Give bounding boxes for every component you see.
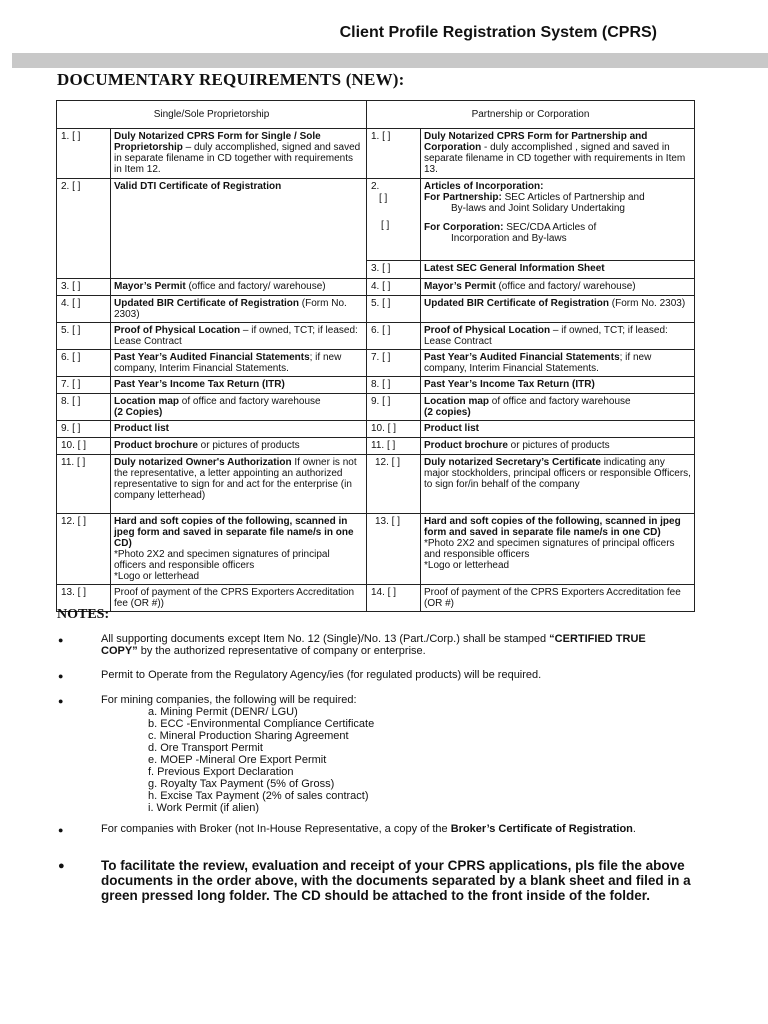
item-text — [111, 438, 367, 455]
item-detail: – if owned, TCT; if leased: Lease Contract — [114, 325, 358, 347]
item-title: Product list — [424, 423, 480, 434]
item-number: 4. [ ] — [367, 279, 421, 296]
item-detail: ; if new company, Interim Financial Statements. — [424, 352, 652, 374]
section-heading: DOCUMENTARY REQUIREMENTS (NEW): — [57, 70, 405, 89]
item-title: Product brochure — [424, 440, 508, 451]
item-text — [111, 455, 367, 514]
item-text — [421, 421, 695, 438]
table-row — [57, 323, 695, 350]
table-row — [57, 279, 695, 296]
list-item: i. Work Permit (if alien) — [148, 802, 260, 814]
item-text — [421, 377, 695, 394]
note-emphasis: Broker’s Certificate of Registration — [450, 823, 633, 835]
list-item: e. MOEP -Mineral Ore Export Permit — [148, 754, 327, 766]
item-detail: indicating any major stockholders, principal officers or responsible Officers, to sign for/in behalf of the company — [424, 457, 691, 490]
item-detail: ; if new company, Interim Financial Statements. — [114, 352, 342, 374]
list-item: b. ECC -Environmental Compliance Certificate — [148, 718, 375, 730]
item-detail: – if owned, TCT; if leased: Lease Contract — [424, 325, 668, 347]
item-number: 7. [ ] — [367, 350, 421, 377]
item-number: 13. [ ] — [367, 514, 421, 585]
item-detail: If owner is not the representative, a letter appointing an authorized representative to sign for and act for the enterprise (in company letterhead) — [114, 457, 357, 501]
item-text — [421, 296, 695, 323]
item-title: Duly notarized Secretary’s Certificate — [424, 457, 601, 468]
item-title: Product list — [114, 423, 170, 434]
item-text — [111, 421, 367, 438]
item-title: Past Year’s Income Tax Return (ITR) — [424, 379, 595, 390]
item-subtitle: For Corporation: — [424, 222, 504, 233]
item-text — [421, 261, 695, 279]
item-number: 6. [ ] — [367, 323, 421, 350]
item-text — [111, 514, 367, 585]
item-text — [111, 394, 367, 421]
item-number: 12. [ ] — [367, 455, 421, 514]
note-broker — [101, 823, 661, 835]
note-text: For mining companies, the following will be required: — [101, 694, 357, 706]
bullet-icon: ● — [58, 635, 64, 645]
item-number: 11. [ ] — [57, 455, 111, 514]
item-number: 14. [ ] — [367, 585, 421, 612]
item-title: Hard and soft copies of the following, scanned in jpeg form and saved in separate file name/s in one CD) — [424, 516, 681, 538]
note-text: All supporting documents except Item No. 12 (Single)/No. 13 (Part./Corp.) shall be stamped — [101, 633, 550, 645]
item-number: 9. [ ] — [367, 394, 421, 421]
item-detail: or pictures of products — [507, 440, 610, 451]
table-row — [57, 585, 695, 612]
item-detail: *Photo 2X2 and specimen signatures of principal officers and responsible officers — [424, 538, 675, 560]
list-item: f. Previous Export Declaration — [148, 766, 294, 778]
item-number: 5. [ ] — [367, 296, 421, 323]
table-row — [57, 377, 695, 394]
item-detail — [424, 222, 691, 233]
item-title: Proof of Physical Location — [424, 325, 551, 336]
item-number: 11. [ ] — [367, 438, 421, 455]
item-number: 12. [ ] — [57, 514, 111, 585]
table-header-row — [57, 101, 695, 129]
item-detail: of office and factory warehouse — [489, 396, 631, 407]
item-text — [421, 514, 695, 585]
item-text — [421, 323, 695, 350]
item-title: Past Year’s Income Tax Return (ITR) — [114, 379, 285, 390]
item-title: Past Year’s Audited Financial Statements — [424, 352, 620, 363]
table-row — [57, 296, 695, 323]
item-detail: (Form No. 2303) — [609, 298, 686, 309]
item-title: Latest SEC General Information Sheet — [424, 263, 605, 274]
item-number: 9. [ ] — [57, 421, 111, 438]
bullet-icon: ● — [58, 860, 65, 872]
item-detail: (office and factory/ warehouse) — [495, 281, 636, 292]
list-item: c. Mineral Production Sharing Agreement — [148, 730, 349, 742]
item-number: 4. [ ] — [57, 296, 111, 323]
item-text: Proof of payment of the CPRS Exporters Accreditation fee (OR #)) — [111, 585, 367, 612]
item-text — [421, 279, 695, 296]
item-number: 10. [ ] — [367, 421, 421, 438]
item-detail-cont: By-laws and Joint Solidary Undertaking — [451, 203, 625, 214]
bullet-icon: ● — [58, 696, 64, 706]
list-item: h. Excise Tax Payment (2% of sales contract) — [148, 790, 369, 802]
item-number-label: 2. — [371, 181, 380, 192]
item-detail: - duly accomplished , signed and saved in separate filename in CD together with requirements in Item 13. — [424, 142, 686, 175]
item-text — [421, 394, 695, 421]
item-title: Mayor’s Permit — [424, 281, 496, 292]
header-bar — [12, 53, 768, 68]
item-title: Location map — [114, 396, 180, 407]
item-title: Past Year’s Audited Financial Statements — [114, 352, 310, 363]
notes-heading: NOTES: — [57, 607, 110, 622]
item-text — [111, 179, 367, 279]
requirements-table — [56, 100, 695, 612]
checkbox-bracket: [ ] — [381, 220, 390, 231]
item-number: 8. [ ] — [367, 377, 421, 394]
item-detail: or pictures of products — [197, 440, 300, 451]
note-mining — [101, 694, 661, 814]
item-number — [367, 179, 421, 261]
note-emphasis: “CERTIFIED TRUE COPY” — [101, 633, 646, 657]
item-title: Duly Notarized CPRS Form for Partnership and Corporation — [424, 131, 648, 153]
item-number: 1. [ ] — [367, 129, 421, 179]
list-item: d. Ore Transport Permit — [148, 742, 263, 754]
item-number: 10. [ ] — [57, 438, 111, 455]
item-detail: of office and factory warehouse — [179, 396, 321, 407]
item-text — [421, 350, 695, 377]
item-text — [111, 377, 367, 394]
checkbox-bracket: [ ] — [379, 193, 388, 204]
item-number: 8. [ ] — [57, 394, 111, 421]
item-title: Location map — [424, 396, 490, 407]
item-title: Duly Notarized CPRS Form for Single / Sole Proprietorship — [114, 131, 321, 153]
table-row — [57, 350, 695, 377]
item-text — [421, 455, 695, 514]
table-row — [57, 421, 695, 438]
note-text: by the authorized representative of company or enterprise. — [137, 645, 426, 657]
item-number: 7. [ ] — [57, 377, 111, 394]
item-number: 3. [ ] — [57, 279, 111, 296]
list-item: a. Mining Permit (DENR/ LGU) — [148, 706, 298, 718]
note-permit: Permit to Operate from the Regulatory Agency/ies (for regulated products) will be required. — [101, 669, 542, 681]
note-filing-instructions: To facilitate the review, evaluation and receipt of your CPRS applications, pls file the above documents in the order above, with the documents separated by a blank sheet and filed in a green pressed long folder. The CD should be attached to the front inside of the folder. — [101, 858, 691, 903]
item-detail: *Photo 2X2 and specimen signatures of principal officers and responsible officers — [114, 549, 330, 571]
note-text: For companies with Broker (not In-House Representative, a copy of the — [101, 823, 451, 835]
item-detail: *Logo or letterhead — [424, 560, 510, 571]
item-text — [111, 279, 367, 296]
item-title: Product brochure — [114, 440, 198, 451]
item-text — [111, 350, 367, 377]
item-number: 13. [ ] — [57, 585, 111, 612]
bullet-icon: ● — [58, 825, 64, 835]
item-detail: (office and factory/ warehouse) — [185, 281, 326, 292]
item-title: Duly notarized Owner's Authorization — [114, 457, 292, 468]
item-text — [111, 129, 367, 179]
item-text — [421, 179, 695, 261]
item-number: 6. [ ] — [57, 350, 111, 377]
item-title: Valid DTI Certificate of Registration — [114, 181, 282, 192]
bullet-icon: ● — [58, 671, 64, 681]
item-text — [421, 438, 695, 455]
col-header-single: Single/Sole Proprietorship — [57, 101, 367, 129]
item-detail — [424, 192, 691, 203]
table-row — [57, 179, 695, 261]
item-title: Articles of Incorporation: — [424, 181, 544, 192]
item-title: Updated BIR Certificate of Registration — [114, 298, 300, 309]
item-subtitle: For Partnership: — [424, 192, 502, 203]
col-header-partnership: Partnership or Corporation — [367, 101, 695, 129]
item-title: Proof of Physical Location — [114, 325, 241, 336]
item-number: 2. [ ] — [57, 179, 111, 279]
item-text — [111, 323, 367, 350]
item-text — [111, 296, 367, 323]
item-title: Mayor’s Permit — [114, 281, 186, 292]
table-row — [57, 438, 695, 455]
table-row — [57, 129, 695, 179]
table-row — [57, 455, 695, 514]
item-number: 3. [ ] — [367, 261, 421, 279]
item-detail-cont: Incorporation and By-laws — [451, 233, 567, 244]
item-title: Updated BIR Certificate of Registration — [424, 298, 610, 309]
item-title: Hard and soft copies of the following, scanned in jpeg form and saved in separate file name/s in one CD) — [114, 516, 354, 549]
item-detail-text: SEC Articles of Partnership and — [501, 192, 645, 203]
list-item: g. Royalty Tax Payment (5% of Gross) — [148, 778, 335, 790]
note-certified — [101, 633, 661, 657]
document-title: Client Profile Registration System (CPRS) — [339, 24, 657, 41]
note-text: . — [632, 823, 636, 835]
item-copies: (2 Copies) — [114, 407, 163, 418]
item-detail-text: SEC/CDA Articles of — [503, 222, 597, 233]
table-row — [57, 394, 695, 421]
item-text: Proof of payment of the CPRS Exporters Accreditation fee (OR #) — [421, 585, 695, 612]
table-row — [57, 514, 695, 585]
item-number: 1. [ ] — [57, 129, 111, 179]
item-copies: (2 copies) — [424, 407, 471, 418]
item-detail: – duly accomplished, signed and saved in separate filename in CD together with requirements in Item 12. — [114, 142, 361, 175]
item-text — [421, 129, 695, 179]
item-detail: (Form No. 2303) — [114, 298, 347, 320]
item-detail: *Logo or letterhead — [114, 571, 200, 582]
item-number: 5. [ ] — [57, 323, 111, 350]
